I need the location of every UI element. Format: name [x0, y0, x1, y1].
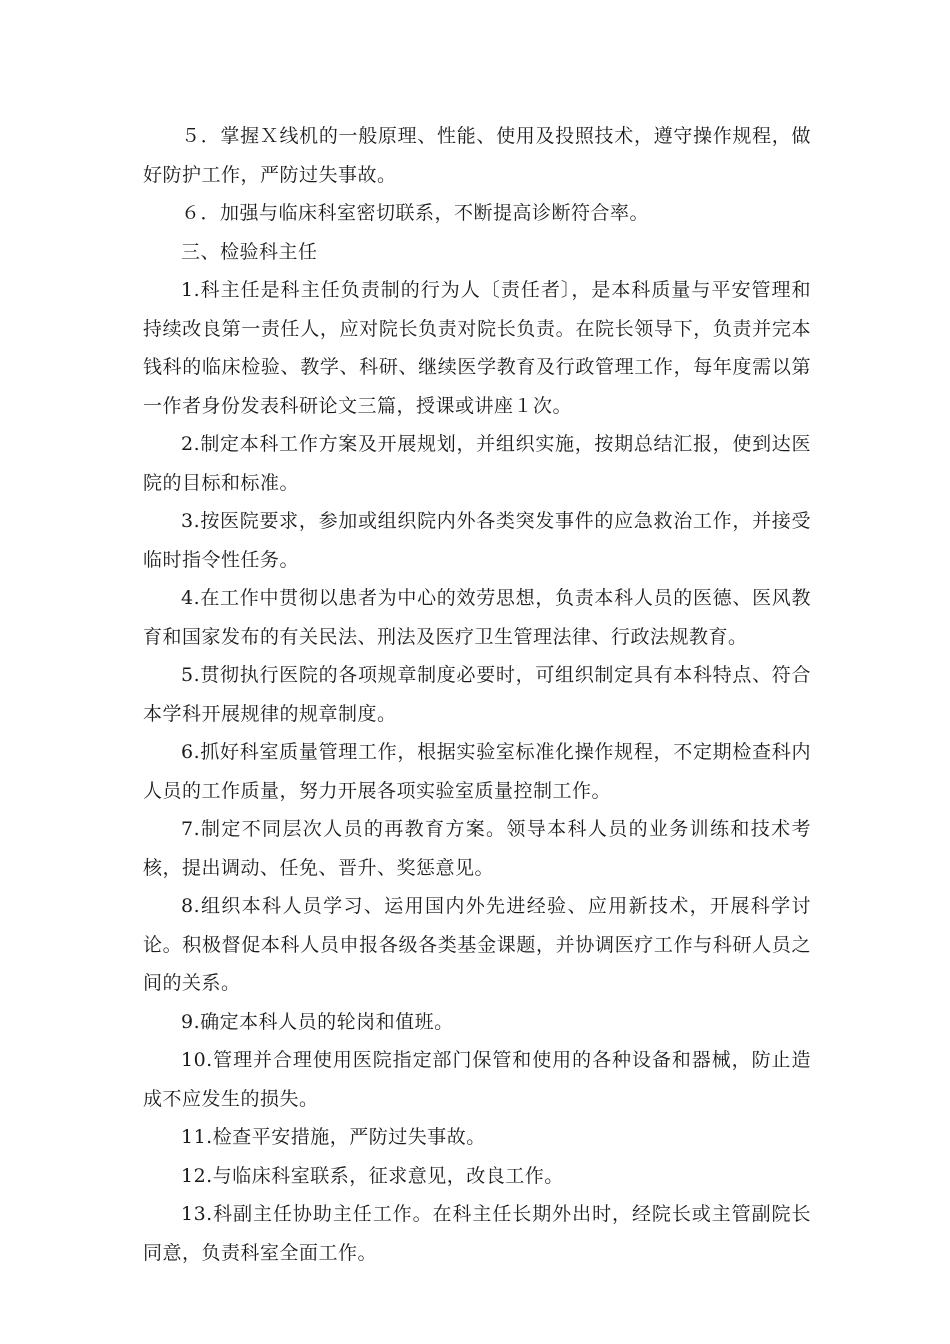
document-body — [143, 117, 811, 1272]
paragraph-lab-duty-10: 10.管理并合理使用医院指定部门保管和使用的各种设备和器械，防止造成不应发生的损失。 — [143, 1049, 811, 1110]
paragraph-lab-duty-5: 5.贯彻执行医院的各项规章制度必要时，可组织制定具有本科特点、符合本学科开展规律的规章制度。 — [143, 664, 811, 725]
paragraph-lab-duty-7: 7.制定不同层次人员的再教育方案。领导本科人员的业务训练和技术考核，提出调动、任免、晋升、奖惩意见。 — [143, 818, 811, 879]
paragraph-lab-duty-11: 11.检查平安措施，严防过失事故。 — [181, 1126, 486, 1148]
paragraph-lab-duty-3: 3.按医院要求，参加或组织院内外各类突发事件的应急救治工作，并接受临时指令性任务。 — [143, 510, 811, 571]
paragraph-lab-duty-9: 9.确定本科人员的轮岗和值班。 — [181, 1010, 454, 1033]
paragraph-lab-duty-2: 2.制定本科工作方案及开展规划，并组织实施，按期总结汇报，使到达医院的目标和标准。 — [143, 433, 811, 494]
paragraph-lab-duty-13: 13.科副主任协助主任工作。在科主任长期外出时，经院长或主管副院长同意，负责科室全面工作。 — [143, 1203, 811, 1264]
paragraph-lab-duty-1: 1.科主任是科主任负责制的行为人〔责任者〕，是本科质量与平安管理和持续改良第一责任人，应对院长负责对院长负责。在院长领导下，负责并完本钱科的临床检验、教学、科研、继续医学教育及行政管理工作，每年度需以第一作者身份发表科研论文三篇，授课或讲座１次。 — [143, 279, 811, 417]
paragraph-xray-duty-6: ６．加强与临床科室密切联系，不断提高诊断符合率。 — [181, 202, 650, 224]
paragraph-xray-duty-5: ５．掌握Ｘ线机的一般原理、性能、使用及投照技术，遵守操作规程，做好防护工作，严防过失事故。 — [143, 125, 811, 186]
section-heading-lab-director: 三、检验科主任 — [181, 240, 318, 263]
paragraph-lab-duty-4: 4.在工作中贯彻以患者为中心的效劳思想，负责本科人员的医德、医风教育和国家发布的有关民法、刑法及医疗卫生管理法律、行政法规教育。 — [143, 587, 811, 648]
paragraph-lab-duty-8: 8.组织本科人员学习、运用国内外先进经验、应用新技术，开展科学讨论。积极督促本科人员申报各级各类基金课题，并协调医疗工作与科研人员之间的关系。 — [143, 895, 811, 994]
paragraph-lab-duty-6: 6.抓好科室质量管理工作，根据实验室标准化操作规程，不定期检查科内人员的工作质量，努力开展各项实验室质量控制工作。 — [143, 741, 811, 802]
paragraph-lab-duty-12: 12.与临床科室联系，征求意见，改良工作。 — [181, 1164, 564, 1187]
